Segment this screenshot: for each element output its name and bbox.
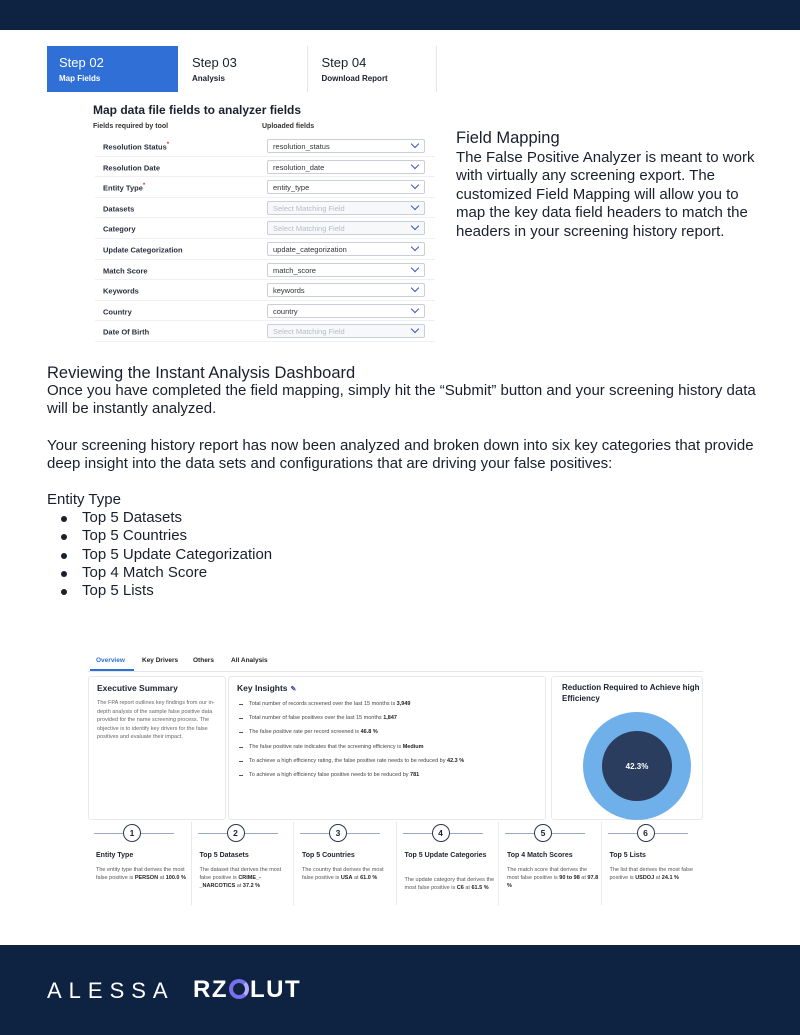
select-value: resolution_status: [273, 142, 330, 151]
category-description: [200, 866, 292, 890]
section-heading: Reviewing the Instant Analysis Dashboard: [47, 364, 356, 382]
field-select[interactable]: [267, 180, 425, 194]
chevron-down-icon: [411, 140, 419, 148]
category-desc-percent: 61.5 %: [471, 885, 489, 891]
list-item: Top 4 Match Score: [59, 564, 767, 582]
field-mapping-row: [95, 157, 435, 178]
category-desc-percent: 37.2 %: [242, 883, 261, 889]
select-value: Select Matching Field: [273, 203, 345, 213]
category-number-badge: 2: [227, 824, 245, 842]
chevron-down-icon: [411, 284, 419, 292]
insight-item: [239, 711, 549, 725]
category-desc-text: The update category that derives the most false positive is: [404, 877, 495, 891]
field-select[interactable]: [267, 201, 425, 215]
field-select[interactable]: [267, 304, 425, 318]
category-description: [405, 876, 497, 892]
category-number-badge: 5: [534, 824, 552, 842]
category-description: [610, 866, 702, 882]
insight-text: Total number of records screened over the last 15 months is: [249, 701, 397, 707]
field-mapping-row: [95, 260, 435, 281]
field-mapping-row: [95, 198, 435, 219]
step-name: Map Fields: [59, 74, 101, 83]
select-value: update_categorization: [273, 244, 347, 254]
field-label-text: Update Categorization: [103, 245, 183, 255]
select-value: Select Matching Field: [273, 327, 345, 337]
insight-value: 3,949: [396, 701, 411, 707]
field-select[interactable]: [267, 160, 425, 174]
select-value: match_score: [273, 265, 316, 275]
section-title: Field Mapping: [456, 129, 560, 147]
required-marker: *: [142, 183, 146, 190]
field-mapping-row: [95, 177, 435, 198]
category-card: [191, 822, 294, 905]
insight-item: [239, 754, 549, 768]
header-band: [0, 0, 800, 30]
category-description: [96, 866, 188, 882]
card-title: Executive Summary: [97, 683, 178, 693]
category-title: Top 5 Update Categories: [404, 852, 487, 859]
executive-summary-text: The FPA report outlines key findings from our in-depth analysis of the sample false positive data provided for the name screening process. The objective is to identify key drivers for the false positives and evaluate their impact.: [97, 700, 215, 740]
paragraph: Your screening history report has now been analyzed and broken down into six key categories that provide deep insight into the data sets and configurations that are driving your false positives:: [47, 436, 754, 472]
insights-list: [239, 697, 549, 782]
required-marker: *: [166, 142, 170, 148]
active-tab-indicator: [90, 669, 134, 671]
step-analysis[interactable]: [178, 46, 308, 92]
insight-value: Medium: [402, 743, 424, 750]
category-desc-value: PERSON: [134, 875, 159, 881]
field-label: [103, 307, 132, 317]
executive-summary-card: [88, 676, 226, 820]
step-number: Step 02: [59, 55, 104, 70]
field-label: [103, 245, 183, 255]
insight-text: To achieve a high efficiency rating, the false positive rate needs to be reduced by: [249, 757, 448, 764]
category-desc-percent: 100.0 %: [165, 875, 186, 881]
tab-overview[interactable]: Overview: [96, 657, 125, 664]
field-mapping-row: [95, 136, 435, 157]
insight-value: 781: [410, 771, 420, 778]
logo-ring-icon: [229, 979, 249, 999]
field-mapping-row: [95, 280, 435, 301]
logo-text: LUT: [250, 976, 302, 1003]
category-cards: [88, 822, 703, 905]
insight-item: [239, 725, 549, 739]
chevron-down-icon: [411, 263, 419, 271]
field-mapping-row: [95, 218, 435, 239]
field-select[interactable]: [267, 283, 425, 297]
field-label: [103, 142, 169, 152]
insight-item: [239, 697, 549, 711]
step-name: Analysis: [191, 74, 225, 83]
field-label: [103, 163, 160, 173]
field-select[interactable]: [267, 324, 425, 338]
select-value: country: [273, 306, 298, 316]
dashboard-tabs: [88, 650, 703, 672]
category-desc-value: CRIME_-_NARCOTICS: [199, 875, 261, 889]
field-label-text: Country: [103, 307, 132, 317]
category-desc-percent: 24.1 %: [661, 875, 679, 881]
logo-text: RZ: [193, 976, 228, 1003]
paragraph: Once you have completed the field mapping, simply hit the “Submit” button and your screening history data will be instantly analyzed.: [47, 382, 756, 418]
category-number-badge: 3: [329, 824, 347, 842]
field-mapping-rows: [95, 136, 435, 342]
field-label: [103, 224, 136, 234]
select-value: keywords: [273, 286, 305, 296]
pencil-icon[interactable]: ✎: [290, 686, 297, 693]
category-card: [293, 822, 396, 905]
category-desc-text: at: [579, 875, 588, 881]
section-text: The False Positive Analyzer is meant to work with virtually any screening export. The customized Field Mapping will allow you to map the key data field headers to match the headers in your screening history report.: [456, 148, 755, 240]
category-desc-text: The match score that derives the most false positive is: [507, 867, 588, 881]
category-desc-text: The entity type that derives the most false positive is: [96, 867, 185, 881]
field-mapping-screenshot: [47, 46, 437, 344]
category-desc-value: USDOJ: [635, 875, 655, 881]
field-select[interactable]: [267, 242, 425, 256]
tab-key-drivers[interactable]: Key Drivers: [142, 657, 179, 664]
category-desc-text: at: [654, 875, 662, 881]
field-mapping-row: [95, 301, 435, 322]
select-value: entity_type: [273, 183, 310, 193]
list-item: Top 5 Datasets: [59, 509, 767, 527]
category-description: [507, 866, 599, 890]
insight-text: The false positive rate per record screened is: [249, 729, 361, 736]
field-label-text: Category: [103, 224, 136, 234]
step-progress: [47, 46, 437, 92]
category-desc-percent: 97.8 %: [507, 875, 599, 889]
reduction-donut: [582, 711, 692, 821]
chevron-down-icon: [411, 222, 419, 230]
field-label-text: Match Score: [103, 266, 148, 276]
field-select[interactable]: [267, 263, 425, 277]
category-card: [498, 822, 601, 905]
category-number-badge: 1: [123, 824, 141, 842]
category-card: [396, 822, 499, 905]
category-desc-value: USA: [340, 875, 353, 881]
field-mapping-description: [456, 129, 756, 241]
field-mapping-row: [95, 239, 435, 260]
chevron-down-icon: [411, 160, 419, 168]
category-desc-text: at: [235, 883, 243, 889]
dashboard-screenshot: [88, 650, 703, 905]
insight-text: To achieve a high efficiency false positive needs to be reduced by: [249, 771, 411, 778]
category-card: [601, 822, 704, 905]
insight-item: [239, 740, 549, 754]
category-desc-text: The country that derives the most false positive is: [302, 867, 384, 881]
body-text: [47, 364, 767, 600]
donut-value-label: 42.3%: [625, 762, 649, 771]
select-value: resolution_date: [273, 162, 325, 172]
column-header-required: Fields required by tool: [93, 123, 169, 130]
field-label-text: Resolution Date: [103, 163, 161, 173]
list-item: Top 5 Lists: [59, 582, 767, 600]
category-list: [59, 509, 767, 600]
category-desc-text: at: [158, 875, 166, 881]
reduction-card: [551, 676, 703, 820]
category-description: [302, 866, 394, 882]
chevron-down-icon: [411, 181, 419, 189]
chevron-down-icon: [411, 325, 419, 333]
category-card: [88, 822, 191, 905]
category-desc-text: The dataset that derives the most false positive is: [199, 867, 282, 881]
category-desc-value: 90 to 98: [559, 875, 580, 881]
category-desc-text: at: [352, 875, 361, 881]
card-title: Reduction Required to Achieve high Efficiency: [562, 683, 700, 703]
field-label: [103, 286, 139, 296]
field-label-text: Entity Type: [103, 183, 143, 193]
insight-value: 46.8 %: [360, 729, 378, 736]
insight-value: 1,847: [383, 715, 397, 722]
category-title: Top 5 Countries: [302, 852, 355, 859]
list-title: Entity Type: [47, 491, 121, 509]
insight-text: Total number of false positives over the last 15 months: [249, 715, 384, 722]
tab-all-analysis[interactable]: All Analysis: [231, 657, 268, 664]
field-label: [103, 327, 149, 337]
category-title: Top 5 Datasets: [199, 852, 249, 859]
step-map-fields[interactable]: [47, 46, 178, 92]
step-number: Step 04: [321, 55, 367, 70]
field-label: [103, 183, 145, 193]
field-label-text: Datasets: [103, 204, 135, 214]
alessa-logo: ALESSA: [47, 978, 175, 1003]
field-label: [103, 266, 148, 276]
chevron-down-icon: [411, 243, 419, 251]
field-label: [103, 204, 134, 214]
field-label-text: Keywords: [103, 286, 139, 296]
insight-item: [239, 768, 549, 782]
category-desc-text: at: [463, 885, 472, 891]
key-insights-card: [228, 676, 546, 820]
field-label-text: Date Of Birth: [103, 327, 150, 337]
category-title: Entity Type: [96, 852, 134, 859]
step-number: Step 03: [191, 55, 237, 70]
field-select[interactable]: [267, 221, 425, 235]
category-number-badge: 4: [432, 824, 450, 842]
insight-text: The false positive rate indicates that the screening efficiency is: [249, 743, 403, 750]
step-name: Download Report: [321, 74, 388, 83]
select-value: Select Matching Field: [273, 224, 345, 234]
list-item: Top 5 Countries: [59, 527, 767, 545]
rzolut-logo: [193, 976, 301, 1004]
chevron-down-icon: [411, 305, 419, 313]
field-mapping-title: Map data file fields to analyzer fields: [93, 103, 302, 117]
category-desc-percent: 61.0 %: [360, 875, 378, 881]
card-title: [237, 683, 296, 693]
field-label-text: Resolution Status: [103, 142, 167, 152]
column-header-uploaded: Uploaded fields: [262, 123, 315, 130]
category-desc-text: The list that derives the most false positive is: [609, 867, 693, 881]
category-title: Top 5 Lists: [609, 852, 646, 859]
category-title: Top 4 Match Scores: [507, 852, 573, 859]
key-insights-title: Key Insights: [237, 683, 288, 693]
chevron-down-icon: [411, 202, 419, 210]
step-download-report[interactable]: [308, 46, 438, 92]
field-select[interactable]: [267, 139, 425, 153]
list-item: Top 5 Update Categorization: [59, 546, 767, 564]
category-desc-value: C6: [456, 885, 464, 891]
category-number-badge: 6: [637, 824, 655, 842]
tab-others[interactable]: Others: [193, 657, 214, 664]
insight-value: 42.3 %: [447, 757, 465, 764]
field-mapping-row: [95, 321, 435, 342]
